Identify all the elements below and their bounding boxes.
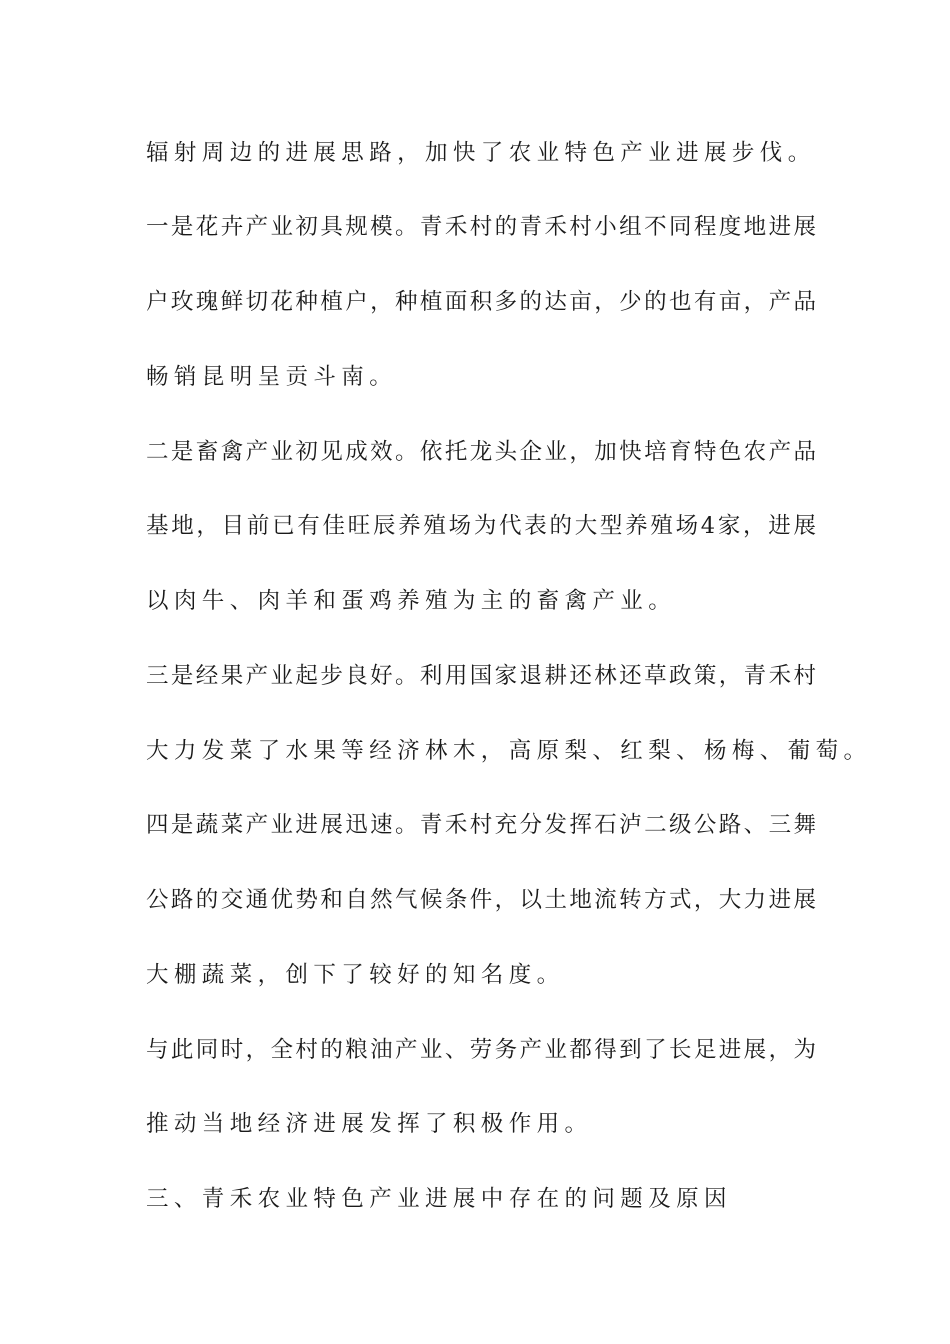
text-line: 公路的交通优势和自然气候条件，以土地流转方式，大力进展 xyxy=(146,887,816,913)
text-line: 户玫瑰鲜切花种植户，种植面积多的达亩，少的也有亩，产品 xyxy=(146,289,816,315)
text-line: 二是畜禽产业初见成效。依托龙头企业，加快培育特色农产品 xyxy=(146,439,816,465)
text-line: 推动当地经济进展发挥了积极作用。 xyxy=(146,1111,593,1137)
text-line: 四是蔬菜产业进展迅速。青禾村充分发挥石泸二级公路、三舞 xyxy=(146,812,816,838)
text-line: 辐射周边的进展思路，加快了农业特色产业进展步伐。 xyxy=(146,140,816,166)
text-line: 大棚蔬菜，创下了较好的知名度。 xyxy=(146,962,565,988)
text-line: 大力发菜了水果等经济林木，高原梨、红梨、杨梅、葡萄。 xyxy=(146,738,872,764)
text-line: 畅销昆明呈贡斗南。 xyxy=(146,364,398,390)
text-line: 与此同时，全村的粮油产业、劳务产业都得到了长足进展，为 xyxy=(146,1037,816,1063)
text-line: 一是花卉产业初具规模。青禾村的青禾村小组不同程度地进展 xyxy=(146,214,816,240)
text-line: 基地，目前已有佳旺辰养殖场为代表的大型养殖场4家，进展 xyxy=(146,513,816,539)
text-line: 以肉牛、肉羊和蛋鸡养殖为主的畜禽产业。 xyxy=(146,588,677,614)
text-line: 三是经果产业起步良好。利用国家退耕还林还草政策，青禾村 xyxy=(146,663,816,689)
section-heading: 三、青禾农业特色产业进展中存在的问题及原因 xyxy=(146,1186,732,1212)
